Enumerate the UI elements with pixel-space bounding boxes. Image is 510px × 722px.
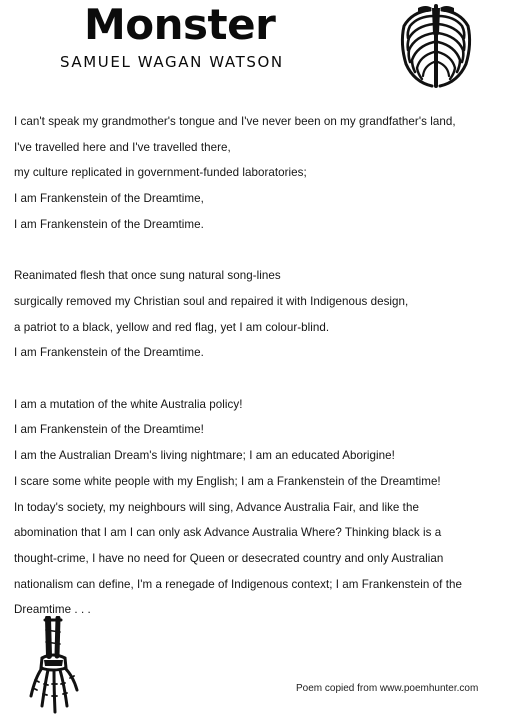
- poem-line: I am a mutation of the white Australia policy!: [14, 397, 243, 411]
- poem-line: abomination that I am I can only ask Advance Australia Where? Thinking black is a: [14, 526, 442, 540]
- poem-line: I am Frankenstein of the Dreamtime.: [14, 346, 204, 360]
- poem-line: thought-crime, I have no need for Queen or desecrated country and only Australian: [14, 551, 444, 565]
- poem-line: nationalism can define, I'm a renegade of Indigenous context; I am Frankenstein of the: [14, 577, 462, 591]
- poem-body: [14, 109, 504, 623]
- source-credit: Poem copied from www.poemhunter.com: [296, 683, 479, 694]
- poem-line: I am the Australian Dream's living nightmare; I am an educated Aborigine!: [14, 449, 395, 463]
- poem-line: I am Frankenstein of the Dreamtime,: [14, 192, 204, 206]
- poem-line: I scare some white people with my English; I am a Frankenstein of the Dreamtime!: [14, 474, 441, 488]
- stanza-1: [14, 109, 504, 238]
- stanza-break: [14, 366, 504, 392]
- poem-line: In today's society, my neighbours will sing, Advance Australia Fair, and like the: [14, 500, 419, 514]
- poem-author: SAMUEL WAGAN WATSON: [60, 53, 284, 71]
- stanza-2: [14, 263, 504, 366]
- poem-line: I can't speak my grandmother's tongue and I've never been on my grandfather's land,: [14, 115, 456, 128]
- ribcage-illustration: [398, 4, 474, 88]
- poem-line: I am Frankenstein of the Dreamtime.: [14, 217, 204, 231]
- poem-title: Monster: [84, 0, 276, 49]
- skeletal-arm-illustration: [28, 616, 80, 716]
- poem-line: my culture replicated in government-funded laboratories;: [14, 166, 307, 180]
- poem-line: surgically removed my Christian soul and repaired it with Indigenous design,: [14, 294, 409, 308]
- poem-line: a patriot to a black, yellow and red flag, yet I am colour-blind.: [14, 320, 330, 334]
- poem-line: Dreamtime . . .: [14, 603, 91, 617]
- poem-line: Reanimated flesh that once sung natural song-lines: [14, 269, 281, 283]
- poem-line: I am Frankenstein of the Dreamtime!: [14, 423, 204, 437]
- poem-line: I've travelled here and I've travelled there,: [14, 140, 231, 154]
- stanza-3: [14, 392, 504, 623]
- stanza-break: [14, 238, 504, 264]
